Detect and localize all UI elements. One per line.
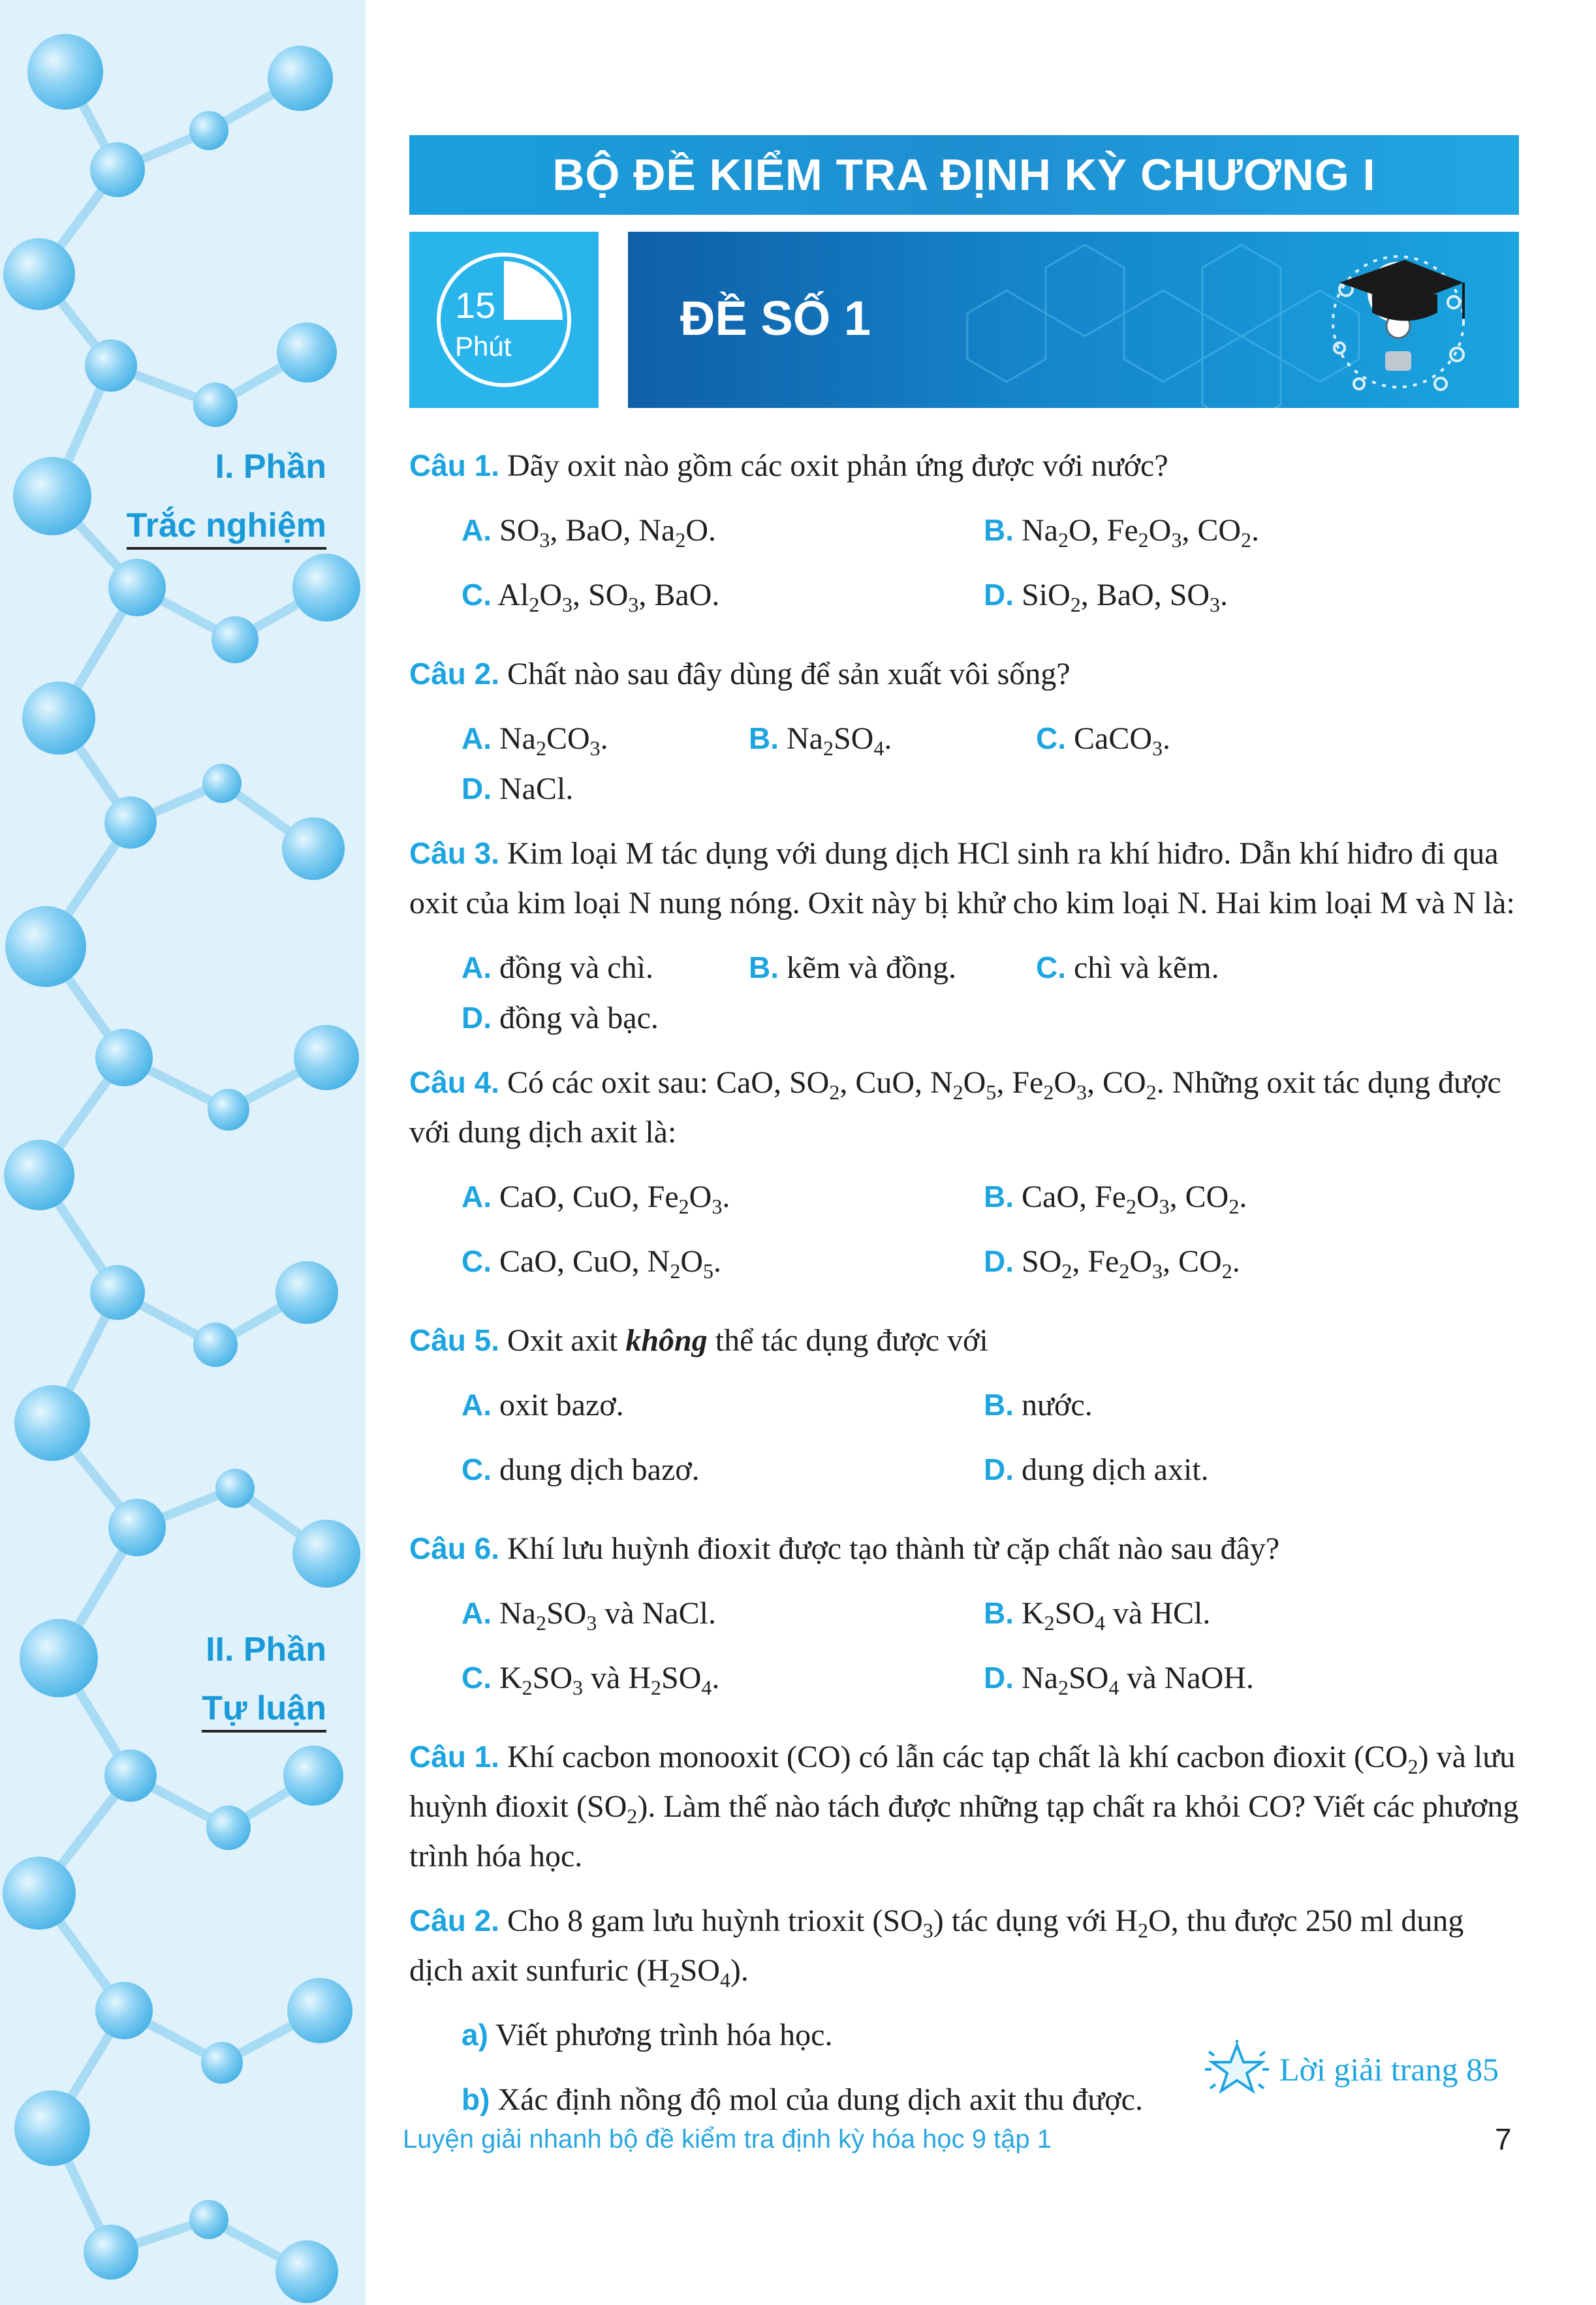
- timer-value: 15: [455, 285, 496, 326]
- option-letter: A.: [462, 1180, 492, 1214]
- question-emphasis: không: [625, 1323, 708, 1358]
- option-letter: C.: [1036, 950, 1066, 984]
- timer-unit: Phút: [455, 331, 512, 362]
- option-c: C. CaO, CuO, $N_2O_5$.: [462, 1244, 721, 1283]
- option-text: dung dịch axit.: [1022, 1452, 1209, 1487]
- option-c: [462, 1445, 984, 1495]
- option-letter: B.: [984, 1388, 1014, 1422]
- question-6: [409, 1524, 1519, 1574]
- option-letter: A.: [462, 721, 492, 755]
- question-number: Câu 2.: [409, 657, 500, 691]
- question-3-options: [409, 943, 1519, 1043]
- option-letter: D.: [984, 1244, 1014, 1278]
- question-number: Câu 4.: [409, 1065, 500, 1099]
- page-footer: Luyện giải nhanh bộ đề kiểm tra định kỳ hóa học 9 tập 1: [403, 2125, 1052, 2154]
- section-multiple-choice-label: [127, 437, 326, 555]
- option-text: nước.: [1022, 1388, 1093, 1422]
- option-text: chì và kẽm.: [1074, 950, 1219, 985]
- section-part1-line2: Trắc nghiệm: [127, 507, 326, 550]
- question-2-options: [409, 713, 1519, 814]
- option-c: [1036, 943, 1323, 993]
- essay-question-1: Câu 1. Khí cacbon monooxit (CO) có lẫn các tạp chất là khí cacbon đioxit $(CO_2)$ và lưu huỳnh đioxit $(SO_2)$. Làm thế nào tách được những tạp chất ra khỏi CO? Viết các phương trình hóa học.: [409, 1740, 1519, 1874]
- question-number: Câu 6.: [409, 1531, 500, 1565]
- option-a: A. CaO, CuO, $Fe_2O_3$.: [462, 1180, 730, 1218]
- option-letter: D.: [984, 578, 1014, 612]
- page-title: BỘ ĐỀ KIỂM TRA ĐỊNH KỲ CHƯƠNG I: [409, 135, 1519, 215]
- option-c: C. $Al_2O_3$, $SO_3$, BaO.: [462, 578, 720, 616]
- option-letter: C.: [462, 578, 492, 612]
- timer-clock-icon: [409, 232, 599, 408]
- option-letter: C.: [462, 1244, 492, 1278]
- option-text: đồng và chì.: [499, 950, 653, 985]
- option-b: B. $Na_2O$, $Fe_2O_3$, $CO_2$.: [984, 513, 1259, 552]
- option-letter: B.: [749, 950, 779, 984]
- option-b: B. $Na_2SO_4$.: [749, 721, 892, 760]
- sub-letter: a): [462, 2018, 488, 2052]
- timer-badge: [409, 232, 599, 408]
- question-6-options: [409, 1588, 1519, 1717]
- option-letter: D.: [984, 1661, 1014, 1695]
- option-d: D. SiO$_2$, BaO, $SO_3$.: [984, 578, 1228, 616]
- option-text: kẽm và đồng.: [787, 950, 956, 985]
- question-text: Kim loại M tác dụng với dung dịch HCl sinh ra khí hiđro. Dẫn khí hiđro đi qua oxit của kim loại N nung nóng. Oxit này bị khử cho kim loại N. Hai kim loại M và N là:: [409, 836, 1515, 920]
- option-c: C. $K_2SO_3$ và $H_2SO_4$.: [462, 1661, 720, 1699]
- question-5: [409, 1315, 1519, 1366]
- option-d: D. $Na_2SO_4$ và NaOH.: [984, 1661, 1254, 1699]
- question-number: Câu 2.: [409, 1904, 500, 1937]
- star-icon: [1201, 2040, 1273, 2099]
- question-text: Khí lưu huỳnh đioxit được tạo thành từ cặp chất nào sau đây?: [507, 1531, 1280, 1566]
- option-letter: D.: [462, 772, 492, 806]
- option-letter: A.: [462, 1388, 492, 1422]
- sidebar-molecule-decoration: [0, 0, 366, 2305]
- option-b: B. CaO, $Fe_2O_3$, $CO_2$.: [984, 1180, 1247, 1218]
- exam-title: ĐỀ SỐ 1: [680, 291, 871, 345]
- option-letter: A.: [462, 950, 492, 984]
- molecule-pattern-icon: [0, 0, 366, 2305]
- option-letter: C.: [1036, 721, 1066, 755]
- option-letter: B.: [749, 721, 779, 755]
- question-5-options: [409, 1380, 1519, 1509]
- section-part1-line1: I. Phần: [215, 448, 326, 486]
- question-2: [409, 649, 1519, 699]
- sub-text: Viết phương trình hóa học.: [495, 2018, 833, 2052]
- question-1: [409, 441, 1519, 491]
- option-c: C. CaCO$_3$.: [1036, 721, 1170, 760]
- option-a: A. $Na_2CO_3$.: [462, 721, 608, 760]
- option-letter: A.: [462, 1596, 492, 1630]
- question-content: [409, 441, 1519, 2139]
- question-text: Dãy oxit nào gồm các oxit phản ứng được với nước?: [507, 448, 1168, 483]
- option-b: B. $K_2SO_4$ và HCl.: [984, 1596, 1211, 1635]
- question-text: Chất nào sau đây dùng để sản xuất vôi sống?: [507, 657, 1071, 691]
- option-a: [462, 1380, 984, 1430]
- question-1-options: [409, 505, 1519, 635]
- sub-text: Xác định nồng độ mol của dung dịch axit thu được.: [497, 2082, 1143, 2117]
- option-letter: C.: [462, 1661, 492, 1695]
- question-number: Câu 1.: [409, 1740, 500, 1774]
- question-number: Câu 5.: [409, 1323, 500, 1357]
- option-a: [462, 943, 749, 993]
- essay-question-2: Câu 2. Cho 8 gam lưu huỳnh trioxit $(SO_3)$ tác dụng với $H_2O$, thu được 250 ml dung dịch axit sunfuric $(H_2SO_4)$.: [409, 1904, 1464, 1992]
- question-text: Oxit axit: [507, 1323, 618, 1358]
- option-letter: A.: [462, 513, 492, 547]
- question-number: Câu 1.: [409, 448, 500, 482]
- option-letter: D.: [984, 1452, 1014, 1486]
- option-letter: D.: [462, 1001, 492, 1035]
- section-essay-label: [202, 1620, 326, 1738]
- option-b: [984, 1380, 1506, 1430]
- graduation-lightbulb-icon: [1320, 243, 1477, 400]
- question-4-options: [409, 1172, 1519, 1301]
- option-letter: B.: [984, 513, 1014, 547]
- question-4: Câu 4. Có các oxit sau: CaO, $SO_2$, CuO, $N_2O_5$, $Fe_2O_3$, $CO_2$. Những oxit tác dụng được với dung dịch axit là:: [409, 1065, 1501, 1150]
- option-text: đồng và bạc.: [499, 1001, 659, 1035]
- answer-page-text: Lời giải trang 85: [1279, 2051, 1499, 2088]
- option-a: A. $SO_3$, BaO, $Na_2O$.: [462, 513, 716, 552]
- option-text: oxit bazơ.: [499, 1388, 624, 1422]
- option-d: D. $SO_2$, $Fe_2O_3$, $CO_2$.: [984, 1244, 1240, 1283]
- option-d: D. NaCl.: [462, 772, 574, 806]
- question-text: thể tác dụng được với: [715, 1323, 988, 1358]
- option-letter: B.: [984, 1180, 1014, 1214]
- section-part2-line2: Tự luận: [202, 1689, 326, 1733]
- option-letter: C.: [462, 1452, 492, 1486]
- option-letter: B.: [984, 1596, 1014, 1630]
- question-3: [409, 828, 1519, 928]
- option-b: [749, 943, 1036, 993]
- question-number: Câu 3.: [409, 836, 500, 870]
- option-text: dung dịch bazơ.: [499, 1452, 700, 1487]
- option-a: A. $Na_2SO_3$ và NaCl.: [462, 1596, 716, 1635]
- section-part2-line1: II. Phần: [206, 1631, 326, 1669]
- page-number: 7: [1495, 2122, 1512, 2156]
- exam-banner: [628, 232, 1519, 408]
- option-d: [462, 993, 749, 1043]
- answer-reference: [1201, 2040, 1521, 2099]
- option-d: [984, 1445, 1506, 1495]
- sub-letter: b): [462, 2082, 490, 2116]
